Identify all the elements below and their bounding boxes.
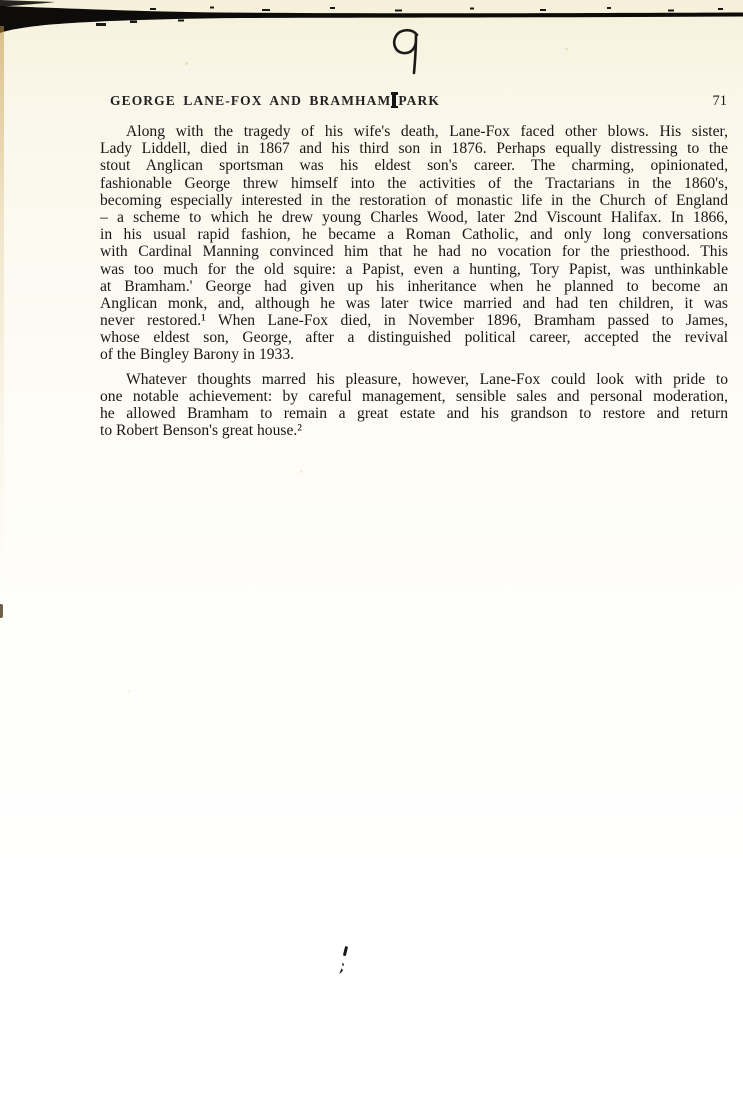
header-title-left: GEORGE LANE-FOX AND BRAMHAM: [110, 93, 392, 108]
paragraph-1: [100, 123, 728, 364]
paragraph-2: [100, 371, 728, 440]
ink-speck: [337, 968, 343, 974]
text-line: at Bramham.' George had given up his inheritance when he planned to become an: [100, 277, 728, 295]
running-header: [110, 89, 727, 110]
text-line: never restored.¹ When Lane-Fox died, in November 1896, Bramham passed to James,: [100, 312, 728, 330]
text-line: to Robert Benson's great house.²: [100, 422, 302, 440]
paper-blemish: [565, 48, 568, 50]
text-line: whose eldest son, George, after a distinguished political career, accepted the revival: [100, 329, 728, 347]
text-line: was too much for the old squire: a Papist, even a hunting, Tory Papist, was unthinkable: [100, 260, 728, 278]
left-edge-ink-mark: [0, 604, 3, 618]
handwritten-page-number: [386, 22, 432, 80]
text-line: fashionable George threw himself into the activities of the Tractarians in the 1860's,: [100, 174, 728, 192]
ink-speck: [343, 946, 348, 956]
text-line: Anglican monk, and, although he was later twice married and had ten children, it was: [100, 294, 728, 312]
text-line: of the Bingley Barony in 1933.: [100, 346, 295, 364]
text-line: with Cardinal Manning convinced him that he had no vocation for the priesthood. This: [100, 243, 728, 261]
page-left-edge: [0, 26, 4, 586]
page-number: 71: [712, 93, 727, 109]
text-line: in his usual rapid fashion, he became a Roman Catholic, and only long conversations: [100, 226, 728, 244]
text-line: one notable achievement: by careful management, sensible sales and personal moderation,: [100, 387, 728, 405]
ink-blot-mark: [392, 92, 396, 108]
text-line: he allowed Bramham to remain a great estate and his grandson to restore and return: [100, 405, 728, 422]
header-title: [110, 89, 440, 109]
paper-blemish: [128, 690, 131, 693]
header-title-right: PARK: [398, 93, 440, 108]
paper-blemish: [300, 470, 303, 473]
paper-blemish: [185, 62, 188, 65]
text-line: Lady Liddell, died in 1867 and his third son in 1876. Perhaps equally distressing to the: [100, 140, 728, 158]
ink-speck: [342, 963, 344, 966]
text-line: becoming especially interested in the restoration of monastic life in the Church of England: [100, 191, 728, 209]
text-line: Along with the tragedy of his wife's death, Lane-Fox faced other blows. His sister,: [126, 123, 728, 140]
text-line: Whatever thoughts marred his pleasure, however, Lane-Fox could look with pride to: [126, 370, 728, 388]
text-line: – a scheme to which he drew young Charles Wood, later 2nd Viscount Halifax. In 1866,: [100, 208, 728, 226]
text-line: stout Anglican sportsman was his eldest son's career. The charming, opinionated,: [100, 157, 728, 175]
scan-edge-artifact: [0, 0, 743, 40]
body-text: [100, 123, 728, 439]
